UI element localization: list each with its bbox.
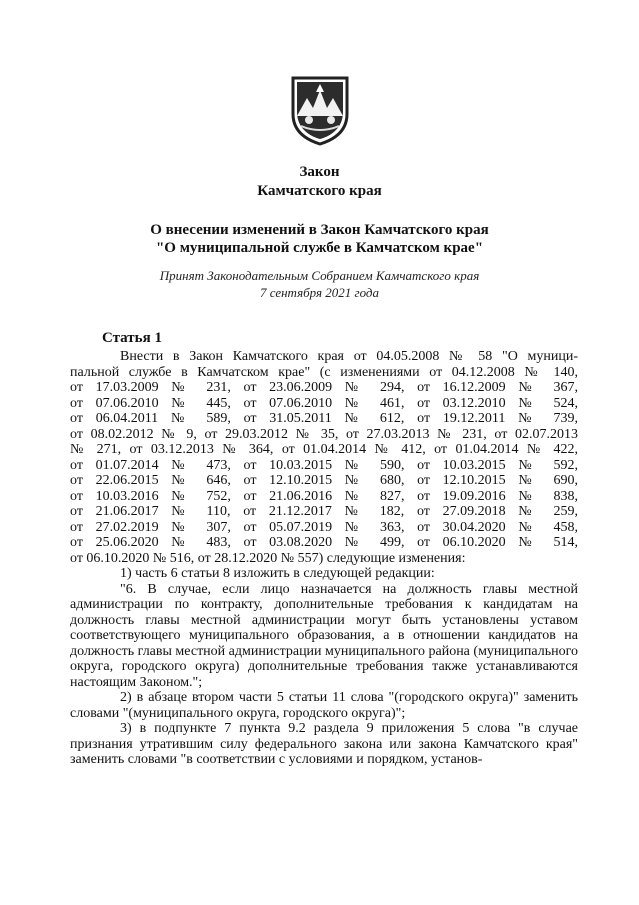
item-2: 2) в абзаце втором части 5 статьи 11 слова "(городского округа)" заменить словами "(муниципального округа, городского округа)";: [70, 690, 578, 721]
intro-line: от 25.06.2020 № 483, от 03.08.2020 № 499, от 06.10.2020 № 514,: [70, 535, 578, 550]
intro-line: от 22.06.2015 № 646, от 12.10.2015 № 680, от 12.10.2015 № 690,: [70, 473, 578, 488]
intro-line: от 07.06.2010 № 445, от 07.06.2010 № 461, от 03.12.2010 № 524,: [70, 395, 578, 411]
intro-line: от 21.06.2017 № 110, от 21.12.2017 № 182, от 27.09.2018 № 259,: [70, 504, 578, 519]
intro-line: от 06.04.2011 № 589, от 31.05.2011 № 612, от 19.12.2011 № 739,: [70, 411, 578, 426]
intro-line: от 06.10.2020 № 516, от 28.12.2020 № 557) следующие изменения:: [70, 550, 466, 566]
item-1: 1) часть 6 статьи 8 изложить в следующей редакции:: [120, 566, 435, 581]
intro-line: Внести в Закон Камчатского края от 04.05.2008 № 58 "О муници-: [120, 349, 578, 364]
intro-line: от 17.03.2009 № 231, от 23.06.2009 № 294, от 16.12.2009 № 367,: [70, 380, 578, 395]
article-body: [70, 349, 578, 768]
adopted-line-1: Принят Законодательным Собранием Камчатского края: [159, 268, 480, 283]
intro-line: от 27.02.2019 № 307, от 05.07.2019 № 363, от 30.04.2020 № 458,: [70, 519, 578, 535]
article-heading: Статья 1: [102, 330, 162, 346]
intro-line: от 01.07.2014 № 473, от 10.03.2015 № 590, от 10.03.2015 № 592,: [70, 457, 578, 473]
coat-of-arms-emblem: [289, 76, 351, 146]
title-line-1: О внесении изменений в Закон Камчатского края: [150, 222, 489, 238]
region-name: Камчатского края: [257, 183, 382, 199]
item-1-quoted-text: "6. В случае, если лицо назначается на должность главы местной администрации по контракту, дополнительные требования к кандидатам на должность главы местной администрации могут быть установлены уставом соответствующего муниципального образования, а в отношении кандидатов на должность главы местной администрации муниципального района (муниципального округа, городского округа) дополнительные требования также устанавливаются настоящим Законом.";: [70, 581, 578, 690]
intro-line: № 271, от 03.12.2013 № 364, от 01.04.2014 № 412, от 01.04.2014 № 422,: [70, 442, 578, 457]
intro-line: от 08.02.2012 № 9, от 29.03.2012 № 35, от 27.03.2013 № 231, от 02.07.2013: [70, 426, 578, 442]
intro-line: от 10.03.2016 № 752, от 21.06.2016 № 827, от 19.09.2016 № 838,: [70, 488, 578, 504]
title-line-2: "О муниципальной службе в Камчатском крае": [155, 240, 484, 256]
item-3: 3) в подпункте 7 пункта 9.2 раздела 9 приложения 5 слова "в случае признания утратившим силу федерального закона или закона Камчатского края" заменить словами "в соответствии с условиями и порядком, установ-: [70, 721, 578, 767]
intro-line: пальной службе в Камчатском крае" (с изменениями от 04.12.2008 № 140,: [70, 364, 578, 380]
adopted-line-2: 7 сентября 2021 года: [259, 285, 380, 300]
doc-type: Закон: [299, 164, 340, 180]
